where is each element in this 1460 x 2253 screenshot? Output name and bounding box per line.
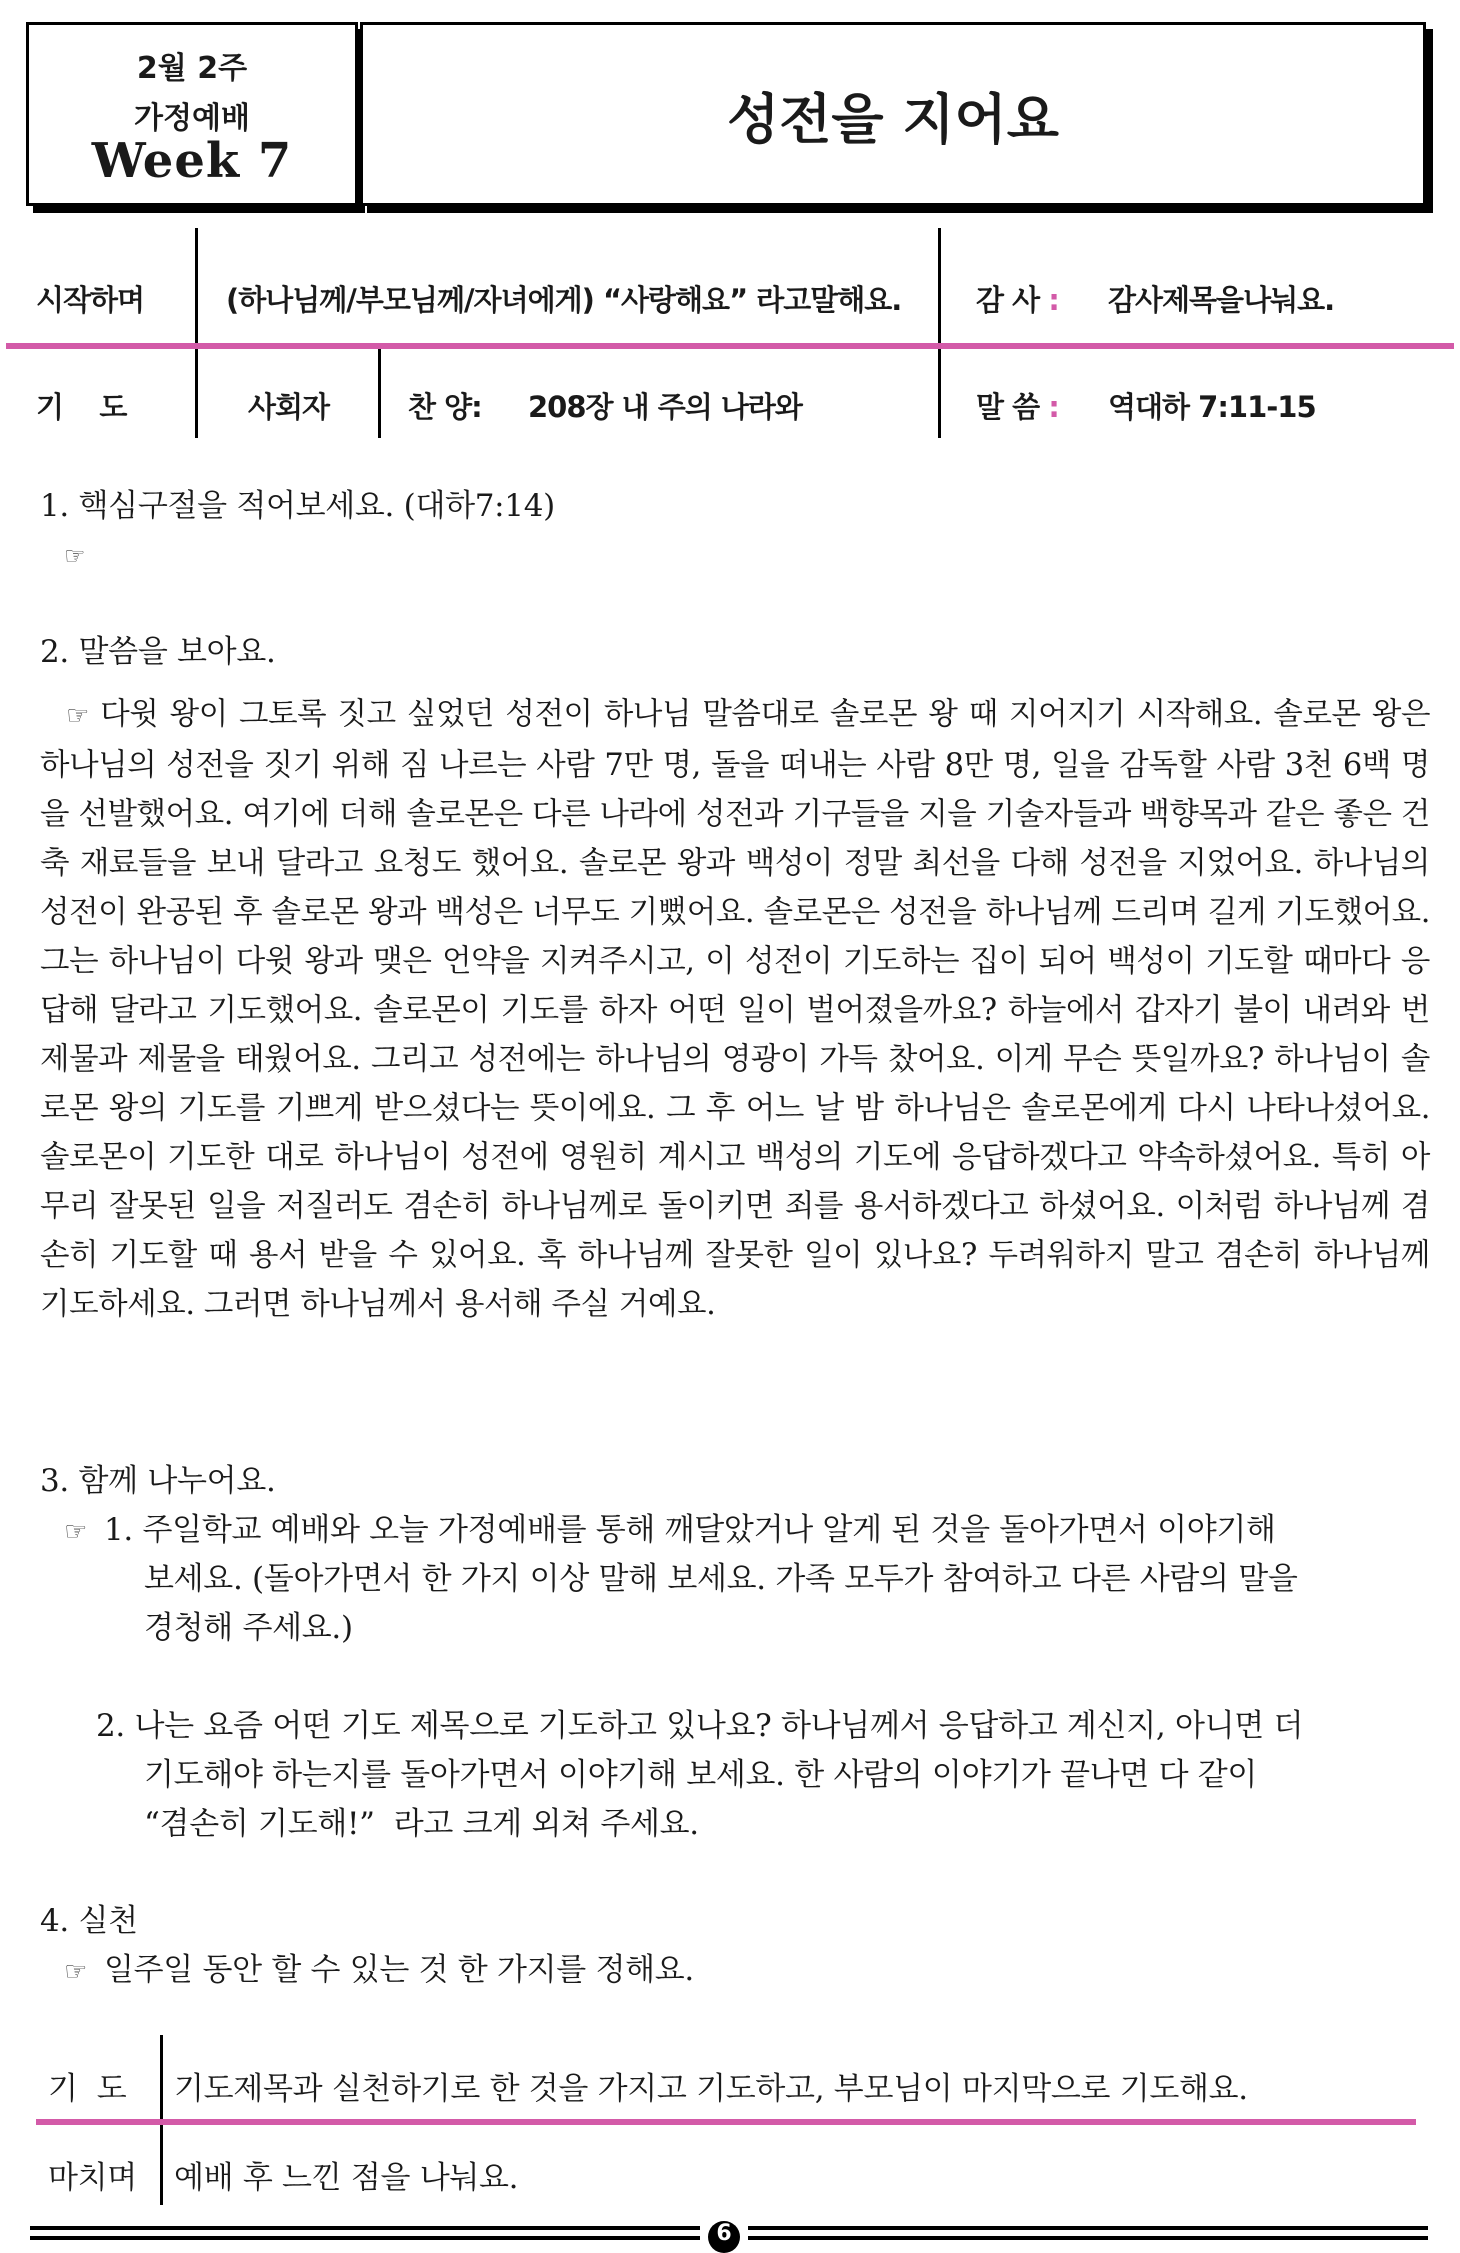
footer-rule: [30, 2226, 700, 2230]
question2-line1: 2. 나는 요즘 어떤 기도 제목으로 기도하고 있나요? 하나님께서 응답하고 계신지, 아니면 더: [96, 1708, 1304, 1744]
start-label: 시작하며: [36, 283, 145, 317]
word-text: 역대하 7:11-15: [1108, 390, 1316, 424]
pointing-hand-icon: ☞: [64, 1957, 88, 1987]
question2-line2: 기도해야 하는지를 돌아가면서 이야기해 보세요. 한 사람의 이야기가 끝나면 다 같이: [144, 1757, 1258, 1793]
scripture-story: [40, 690, 1430, 1329]
page-title: 성전을 지어요: [727, 88, 1059, 151]
question1-line1: 1. 주일학교 예배와 오늘 가정예배를 통해 깨달았거나 알게 된 것을 돌아가면서 이야기해: [104, 1512, 1276, 1548]
start-text: (하나님께/부모님께/자녀에게) “사랑해요” 라고말해요.: [226, 283, 902, 317]
prayer-label: 기 도: [36, 390, 127, 424]
closing-prayer-label: 기 도: [48, 2071, 127, 2107]
scripture-story-text: 다윗 왕이 그토록 짓고 싶었던 성전이 하나님 말씀대로 솔로몬 왕 때 지어지기 시작해요. 솔로몬 왕은 하나님의 성전을 짓기 위해 짐 나르는 사람 7만 명, 돌을 떠내는 사람 8만 명, 일을 감독할 사람 3천 6백 명을 선발했어요. 여기에 더해 솔로몬은 다른 나라에 성전과 기구들을 지을 기술자들과 백향목과 같은 좋은 건축 재료들을 보내 달라고 요청도 했어요. 솔로몬 왕과 백성이 정말 최선을 다해 성전을 지었어요. 하나님의 성전이 완공된 후 솔로몬 왕과 백성은 너무도 기뻤어요. 솔로몬은 성전을 하나님께 드리며 길게 기도했어요. 그는 하나님이 다윗 왕과 맺은 언약을 지켜주시고, 이 성전이 기도하는 집이 되어 백성이 기도할 때마다 응답해 달라고 기도했어요. 솔로몬이 기도를 하자 어떤 일이 벌어졌을까요? 하늘에서 갑자기 불이 내려와 번제물과 제물을 태웠어요. 그리고 성전에는 하나님의 영광이 가득 찼어요. 이게 무슨 뜻일까요? 하나님이 솔로몬 왕의 기도를 기쁘게 받으셨다는 뜻이에요. 그 후 어느 날 밤 하나님은 솔로몬에게 다시 나타나셨어요. 솔로몬이 기도한 대로 하나님이 성전에 영원히 계시고 백성의 기도에 응답하겠다고 약속하셨어요. 특히 아무리 잘못된 일을 저질러도 겸손히 하나님께로 돌이키면 죄를 용서하겠다고 하셨어요. 이처럼 하나님께 겸손히 기도할 때 용서 받을 수 있어요. 혹 하나님께 잘못한 일이 있나요? 두려워하지 말고 겸손히 하나님께 기도하세요. 그러면 하나님께서 용서해 주실 거예요.: [40, 697, 1431, 1322]
title-box: [360, 22, 1426, 206]
practice-text: 일주일 동안 할 수 있는 것 한 가지를 정해요.: [104, 1952, 694, 1988]
section4-title: 4. 실천: [40, 1903, 138, 1939]
week-date: 2월 2주: [136, 51, 248, 86]
closing-end-label: 마치며: [48, 2160, 137, 2196]
week-info-box: [26, 22, 358, 206]
closing-prayer-text: 기도제목과 실천하기로 한 것을 가지고 기도하고, 부모님이 마지막으로 기도해요.: [174, 2071, 1248, 2107]
week-number: Week 7: [91, 133, 293, 189]
pointing-hand-icon: ☞: [64, 542, 86, 570]
pointing-hand-icon: ☞: [64, 1517, 88, 1547]
question2-line3: “겸손히 기도해!” 라고 크게 외쳐 주세요.: [144, 1806, 699, 1842]
hymn-label: 찬 양:: [408, 390, 482, 424]
row-separator: [36, 2119, 1416, 2125]
closing-end-text: 예배 후 느낀 점을 나눠요.: [174, 2160, 519, 2196]
table-divider: [195, 228, 198, 438]
table-divider: [938, 228, 941, 438]
footer-rule: [748, 2236, 1428, 2240]
leader-label: 사회자: [248, 390, 330, 424]
section2-title: 2. 말씀을 보아요.: [40, 634, 276, 670]
footer-rule: [30, 2236, 700, 2240]
thanks-label: 감 사 :: [976, 283, 1059, 317]
hymn-text: 208장 내 주의 나라와: [528, 390, 802, 424]
table-divider: [378, 345, 381, 438]
section3-title: 3. 함께 나누어요.: [40, 1463, 276, 1499]
row-separator: [6, 343, 1454, 349]
word-label: 말 씀 :: [976, 390, 1059, 424]
question1-line2: 보세요. (돌아가면서 한 가지 이상 말해 보세요. 가족 모두가 참여하고 다른 사람의 말을: [144, 1561, 1298, 1597]
week-category: 가정예배: [134, 101, 250, 136]
footer-rule: [748, 2226, 1428, 2230]
question1-line3: 경청해 주세요.): [144, 1610, 353, 1646]
section1-title: 1. 핵심구절을 적어보세요. (대하7:14): [40, 488, 555, 524]
page-number: 6: [708, 2221, 740, 2253]
thanks-text: 감사제목을나눠요.: [1108, 283, 1335, 317]
pointing-hand-icon: ☞: [66, 701, 89, 731]
